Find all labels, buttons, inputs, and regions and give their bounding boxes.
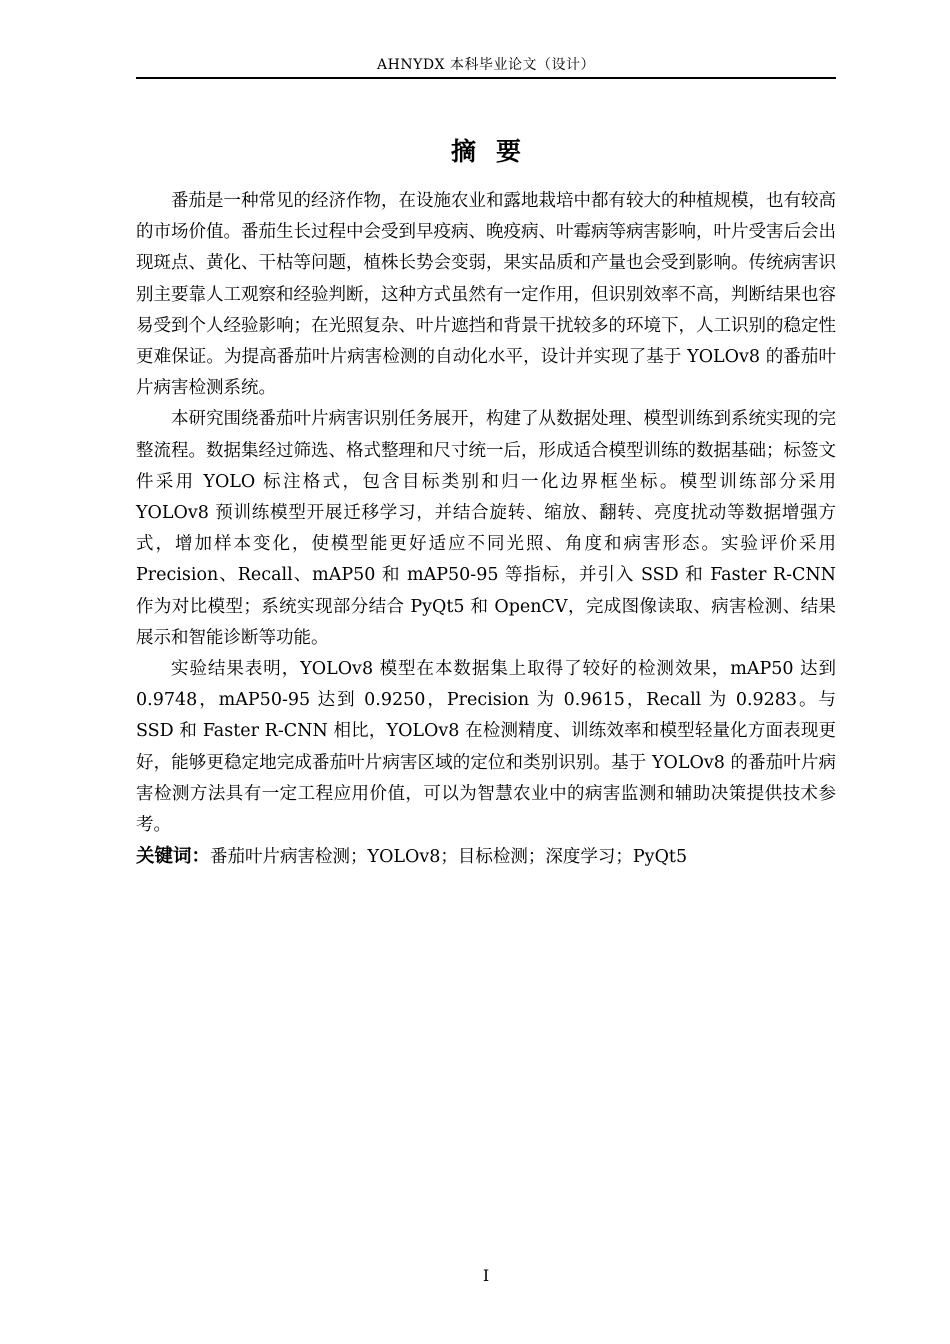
abstract-paragraph-3: 实验结果表明，YOLOv8 模型在本数据集上取得了较好的检测效果，mAP50 达到 0.9748，mAP50-95 达到 0.9250，Precision 为 0.9615，Recall 为 0.9283。与 SSD 和 Faster R-CNN 相比，YOLOv8 在检测精度、训练效率和模型轻量化方面表现更好，能够更稳定地完成番茄叶片病害区域的定位和类别识别。基于 YOLOv8 的番茄叶片病害检测方法具有一定工程应用价值，可以为智慧农业中的病害监测和辅助决策提供技术参考。	[136, 659, 836, 836]
abstract-paragraph-2: 本研究围绕番茄叶片病害识别任务展开，构建了从数据处理、模型训练到系统实现的完整流程。数据集经过筛选、格式整理和尺寸统一后，形成适合模型训练的数据基础；标签文件采用 YOLO 标注格式，包含目标类别和归一化边界框坐标。模型训练部分采用 YOLOv8 预训练模型开展迁移学习，并结合旋转、缩放、翻转、亮度扰动等数据增强方式，增加样本变化，使模型能更好适应不同光照、角度和病害形态。实验评价采用 Precision、Recall、mAP50 和 mAP50-95 等指标，并引入 SSD 和 Faster R-CNN 作为对比模型；系统实现部分结合 PyQt5 和 OpenCV，完成图像读取、病害检测、结果展示和智能诊断等功能。	[136, 409, 836, 648]
running-header: AHNYDX 本科毕业论文（设计）	[377, 57, 595, 73]
abstract-title: 摘要	[450, 137, 541, 166]
keywords-line	[136, 841, 836, 873]
keywords-text: 番茄叶片病害检测；YOLOv8；目标检测；深度学习；PyQt5	[210, 847, 688, 868]
header-rule	[136, 77, 836, 79]
page-number: I	[482, 1266, 490, 1285]
abstract-paragraph-1: 番茄是一种常见的经济作物，在设施农业和露地栽培中都有较大的种植规模，也有较高的市场价值。番茄生长过程中会受到早疫病、晚疫病、叶霉病等病害影响，叶片受害后会出现斑点、黄化、干枯等问题，植株长势会变弱，果实品质和产量也会受到影响。传统病害识别主要靠人工观察和经验判断，这种方式虽然有一定作用，但识别效率不高，判断结果也容易受到个人经验影响；在光照复杂、叶片遮挡和背景干扰较多的环境下，人工识别的稳定性更难保证。为提高番茄叶片病害检测的自动化水平，设计并实现了基于 YOLOv8 的番茄叶片病害检测系统。	[136, 191, 836, 399]
keywords-label: 关键词：	[136, 846, 211, 868]
abstract-body	[136, 186, 836, 873]
